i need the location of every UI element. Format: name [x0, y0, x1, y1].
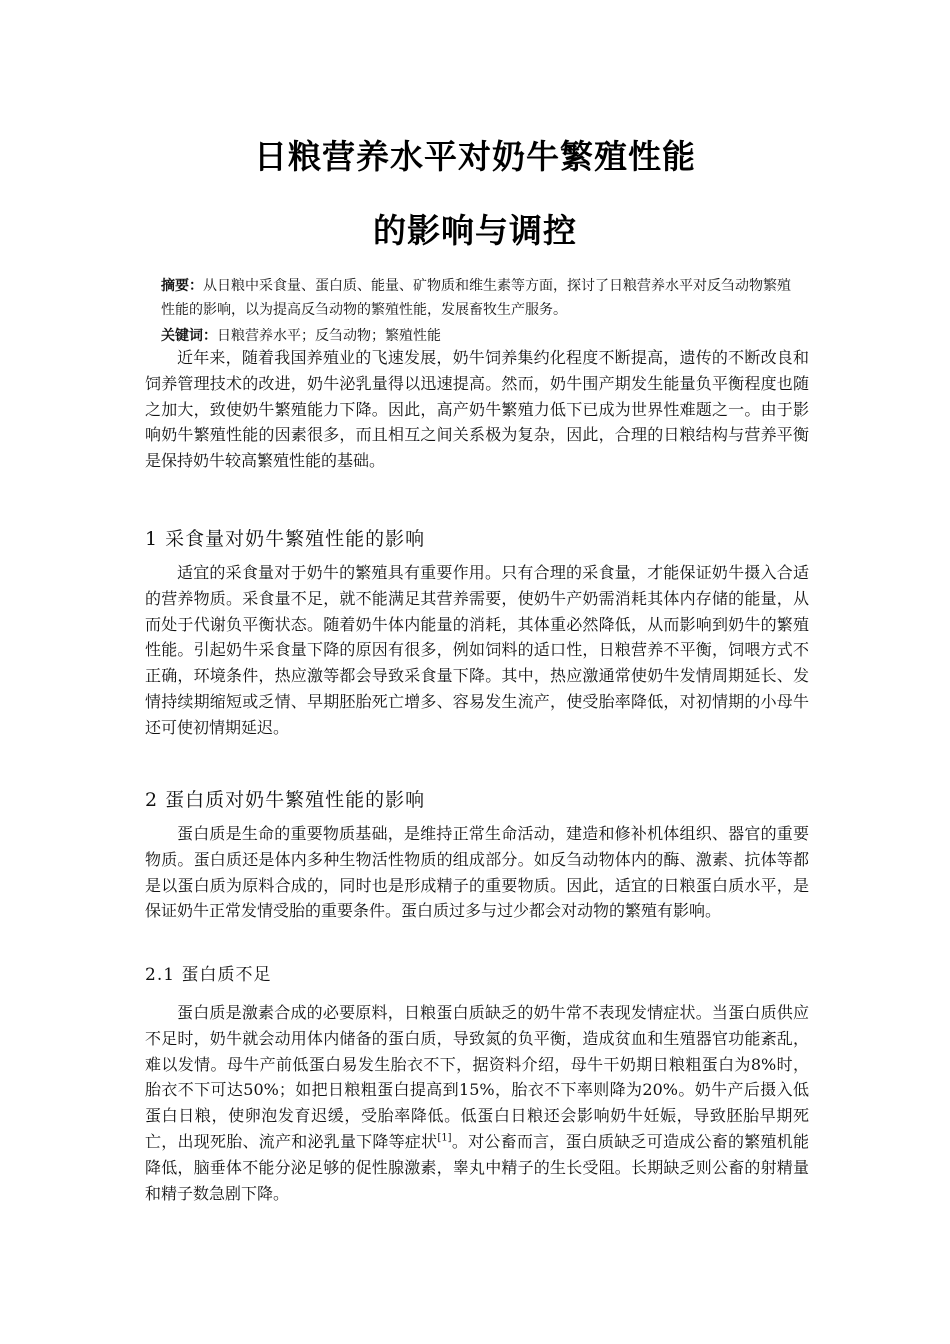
- section-2-heading: 2 蛋白质对奶牛繁殖性能的影响: [145, 789, 426, 811]
- section-2-1-text-before: 蛋白质是激素合成的必要原料，日粮蛋白质缺乏的奶牛常不表现发情症状。当蛋白质供应不足时，奶牛就会动用体内储备的蛋白质，导致氮的负平衡，造成贫血和生殖器官功能紊乱，难以发情。母牛产前低蛋白易发生胎衣不下，据资料介绍，母牛干奶期日粮粗蛋白为8%时，胎衣不下可达50%；如把日粮粗蛋白提高到15%，胎衣不下率则降为20%。奶牛产后摄入低蛋白日粮，使卵泡发育迟缓，受胎率降低。低蛋白日粮还会影响奶牛妊娠，导致胚胎早期死亡，出现死胎、流产和泌乳量下降等症状: [145, 1003, 809, 1151]
- title-line-2: 的影响与调控: [373, 211, 577, 250]
- section-1-paragraph: 适宜的采食量对于奶牛的繁殖具有重要作用。只有合理的采食量，才能保证奶牛摄入合适的营养物质。采食量不足，就不能满足其营养需要，使奶牛产奶需消耗其体内存储的能量，从而处于代谢负平衡状态。随着奶牛体内能量的消耗，其体重必然降低，从而影响到奶牛的繁殖性能。引起奶牛采食量下降的原因有很多，例如饲料的适口性，日粮营养不平衡，饲喂方式不正确，环境条件，热应激等都会导致采食量下降。其中，热应激通常使奶牛发情周期延长、发情持续期缩短或乏情、早期胚胎死亡增多、容易发生流产，使受胎率降低，对初情期的小母牛还可使初情期延迟。: [145, 563, 809, 737]
- section-1-heading: 1 采食量对奶牛繁殖性能的影响: [145, 528, 426, 550]
- abstract-text: 从日粮中采食量、蛋白质、能量、矿物质和维生素等方面，探讨了日粮营养水平对反刍动物繁殖性能的影响，以为提高反刍动物的繁殖性能，发展畜牧生产服务。: [161, 278, 791, 318]
- keywords-label: 关键词：: [161, 328, 217, 344]
- keywords-text: 日粮营养水平；反刍动物；繁殖性能: [217, 328, 441, 344]
- section-2-paragraph: 蛋白质是生命的重要物质基础，是维持正常生命活动，建造和修补机体组织、器官的重要物质。蛋白质还是体内多种生物活性物质的组成部分。如反刍动物体内的酶、激素、抗体等都是以蛋白质为原料合成的，同时也是形成精子的重要物质。因此，适宜的日粮蛋白质水平，是保证奶牛正常发情受胎的重要条件。蛋白质过多与过少都会对动物的繁殖有影响。: [145, 824, 809, 921]
- abstract-label: 摘要：: [161, 278, 203, 294]
- intro-paragraph: 近年来，随着我国养殖业的飞速发展，奶牛饲养集约化程度不断提高，遗传的不断改良和饲养管理技术的改进，奶牛泌乳量得以迅速提高。然而，奶牛围产期发生能量负平衡程度也随之加大，致使奶牛繁殖能力下降。因此，高产奶牛繁殖力低下已成为世界性难题之一。由于影响奶牛繁殖性能的因素很多，而且相互之间关系极为复杂，因此，合理的日粮结构与营养平衡是保持奶牛较高繁殖性能的基础。: [145, 348, 809, 471]
- citation-ref[interactable]: [1]: [437, 1132, 452, 1144]
- section-2-1-paragraph: [145, 1000, 809, 1206]
- section-2-1-heading: 2.1 蛋白质不足: [145, 965, 272, 985]
- section-2-1-text-after: 。对公畜而言，蛋白质缺乏可造成公畜的繁殖机能降低，脑垂体不能分泌足够的促性腺激素，睾丸中精子的生长受阻。长期缺乏则公畜的射精量和精子数急剧下降。: [145, 1131, 809, 1203]
- title-line-1: 日粮营养水平对奶牛繁殖性能: [254, 137, 696, 176]
- abstract: [161, 274, 801, 322]
